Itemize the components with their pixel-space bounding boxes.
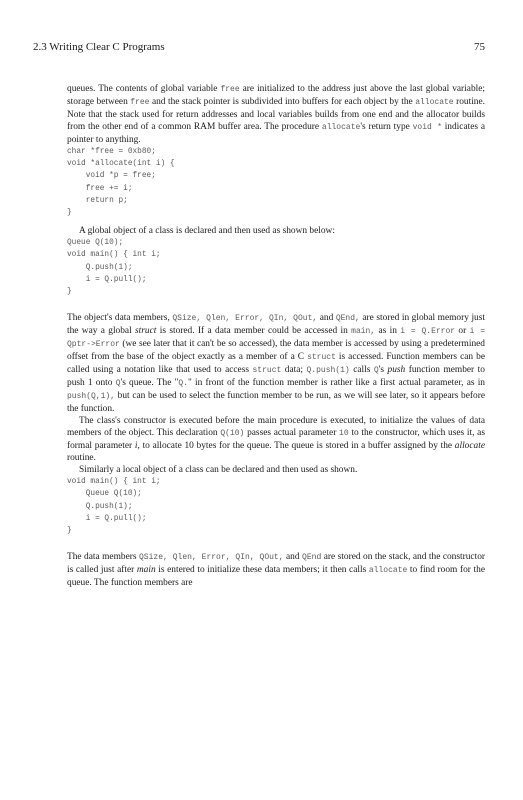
- code-inline: Q(10): [220, 429, 245, 439]
- paragraph-queues: [67, 83, 485, 146]
- text-run: is entered to initialize these data members; it then calls: [155, 565, 369, 576]
- code-inline: free: [220, 85, 240, 94]
- code-inline: allocate: [368, 566, 408, 576]
- code-inline: Q: [115, 379, 121, 389]
- text-run: 's: [378, 365, 388, 376]
- text-run: are stored in global memory just the way a global: [67, 313, 485, 337]
- code-inline: QSize, Qlen, Error, QIn, QOut,: [172, 314, 318, 324]
- text-run: but can be used to select the function member to be run, as we will see later, so it appears before the function.: [67, 391, 485, 415]
- code-inline: free: [130, 98, 150, 107]
- code-block-local-queue: void main() { int i; Queue Q(10); Q.push(1); i = Q.pull(); }: [67, 478, 161, 536]
- paragraph-global-object: [67, 225, 485, 237]
- code-inline: Q.: [178, 379, 189, 389]
- code-block-allocate: char *free = 0xb80; void *allocate(int i) { void *p = free; free += i; return p; }: [67, 148, 175, 218]
- code-inline: QEnd: [302, 553, 322, 563]
- italic-run: struct: [135, 326, 157, 337]
- text-run: is stored. If a data member could be accessed in: [156, 326, 352, 337]
- text-run: routine.: [67, 453, 96, 464]
- text-run: to find room for the queue. The function members are: [67, 565, 485, 589]
- text-run: calls: [349, 365, 374, 376]
- text-run: passes actual parameter: [244, 428, 340, 439]
- italic-run: push: [387, 365, 406, 376]
- text-run: and: [317, 313, 336, 324]
- code-inline: main,: [351, 327, 376, 337]
- text-run: or: [455, 326, 470, 337]
- page-body: [67, 83, 485, 589]
- text-run: are initialized to the address just above the last global variable; storage between: [67, 84, 486, 107]
- paragraph-stack-members: [67, 551, 485, 589]
- text-run: as in: [375, 326, 401, 337]
- text-run: are stored on the stack, and the constructor is called just after: [67, 552, 486, 576]
- code-inline: Q.push(1): [306, 366, 350, 376]
- code-inline: i = Qptr->Error: [67, 327, 485, 350]
- text-run: 's return type: [360, 122, 413, 132]
- paragraph-constructor: [67, 415, 485, 464]
- text-run: (we see later that it can't be so accessed), the data member is accessed by using a predetermined offset from the base of the object exactly as a member of a C: [67, 339, 485, 363]
- text-run: " in front of the function member is rather like a first actual parameter, as in: [188, 378, 485, 389]
- paragraph-data-members: [67, 312, 485, 415]
- text-run: routine. Note that the stack used for return addresses and local variables builds from one end and the allocator builds from the other end of a common RAM buffer area. The procedure: [67, 97, 485, 132]
- section-title: 2.3 Writing Clear C Programs: [33, 41, 165, 53]
- code-inline: QSize, Qlen, Error, QIn, QOut,: [138, 553, 284, 563]
- italic-run: i: [134, 441, 138, 452]
- code-inline: QEnd,: [335, 314, 360, 324]
- text-run: queues. The contents of global variable: [67, 84, 221, 94]
- code-inline: i = Q.Error: [400, 327, 456, 337]
- text-run: , to allocate 10 bytes for the queue. The queue is stored in a buffer assigned by the: [137, 441, 455, 452]
- text-run: and the stack pointer is subdivided into buffers for each object by the: [149, 97, 416, 107]
- text-run: indicates a pointer to anything.: [67, 122, 485, 145]
- code-inline: struct: [307, 353, 336, 363]
- code-inline: 10: [339, 429, 349, 439]
- italic-run: main: [136, 565, 156, 576]
- code-inline: push(Q,1),: [67, 392, 116, 402]
- code-inline: allocate: [321, 123, 361, 132]
- text-run: The object's data members,: [67, 313, 173, 324]
- page-number: 75: [474, 41, 485, 53]
- text-run: The class's constructor is executed before the main procedure is executed, to initialize the values of data members of the object. This declaration: [67, 416, 485, 439]
- italic-run: allocate: [454, 441, 485, 452]
- code-inline: allocate: [415, 98, 454, 107]
- code-inline: Q: [373, 366, 379, 376]
- text-run: The data members: [67, 552, 139, 563]
- text-run: A global object of a class is declared and then used as shown below:: [79, 226, 335, 237]
- code-inline: void *: [412, 123, 442, 132]
- code-block-global-queue: Queue Q(10); void main() { int i; Q.push(1); i = Q.pull(); }: [67, 239, 161, 297]
- text-run: function member to push 1 onto: [67, 365, 485, 389]
- text-run: and: [283, 552, 303, 563]
- text-run: to the constructor, which uses it, as formal parameter: [67, 428, 485, 452]
- text-run: data;: [281, 365, 307, 376]
- text-run: is accessed. Function members can be called using a notation like that used to access: [67, 352, 485, 376]
- text-run: Similarly a local object of a class can be declared and then used as shown.: [79, 465, 358, 476]
- paragraph-local-object: [67, 464, 485, 476]
- code-inline: struct: [252, 366, 282, 376]
- text-run: 's queue. The ": [120, 378, 179, 389]
